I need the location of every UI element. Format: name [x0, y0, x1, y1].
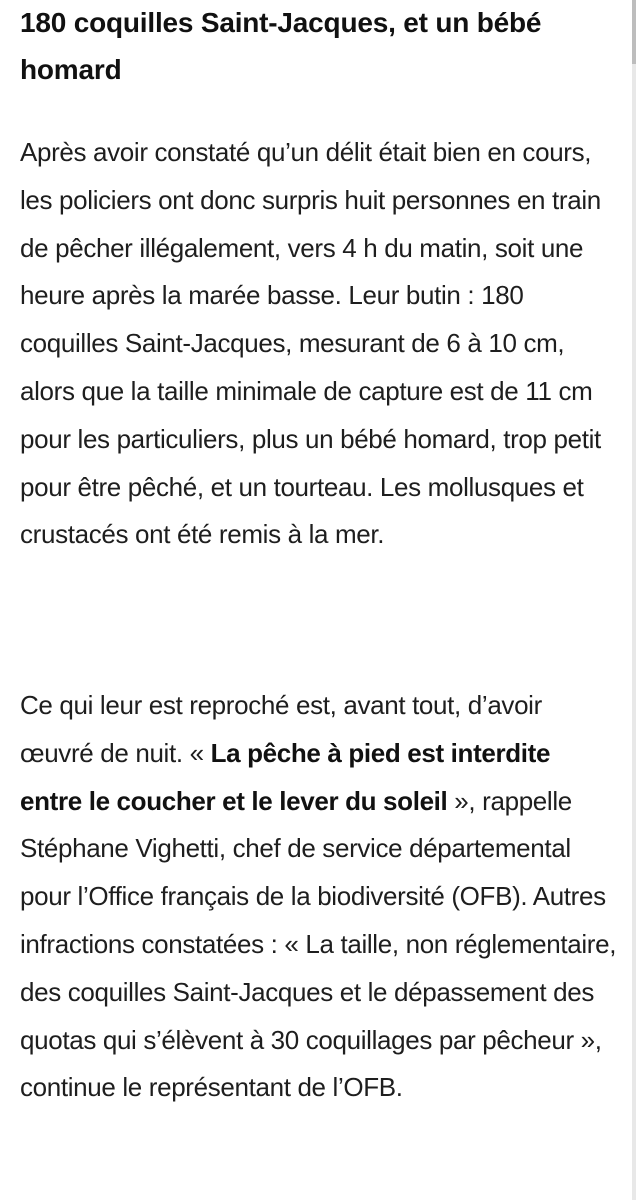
- section-heading: 180 coquilles Saint-Jacques, et un bébé homard: [20, 7, 542, 85]
- section-heading-container: [20, 0, 618, 93]
- article-paragraph-2: [20, 682, 618, 1112]
- paragraph-2-intro: Ce qui leur est reproché est, avant tout, d’avoir œuvré de nuit. «: [20, 690, 542, 768]
- paragraph-2-rest: », rappelle Stéphane Vighetti, chef de service départemental pour l’Office français de la biodiversité (OFB). Autres infractions constatées : « La taille, non réglementaire, des coquilles Saint-Jacques et le dépassement des quotas qui s’élèvent à 30 coquillages par pêcheur », continue le représentant de l’OFB.: [20, 785, 617, 1103]
- scrollbar-thumb[interactable]: [632, 0, 636, 64]
- article-paragraph-1: Après avoir constaté qu’un délit était bien en cours, les policiers ont donc surpris huit personnes en train de pêcher illégalement, vers 4 h du matin, soit une heure après la marée basse. Leur butin : 180 coquilles Saint-Jacques, mesurant de 6 à 10 cm, alors que la taille minimale de capture est de 11 cm pour les particuliers, plus un bébé homard, trop petit pour être pêché, et un tourteau. Les mollusques et crustacés ont été remis à la mer.: [20, 137, 601, 550]
- bold-quote: La pêche à pied est interdite entre le coucher et le lever du soleil: [20, 737, 551, 816]
- scrollbar-track[interactable]: [632, 0, 636, 1200]
